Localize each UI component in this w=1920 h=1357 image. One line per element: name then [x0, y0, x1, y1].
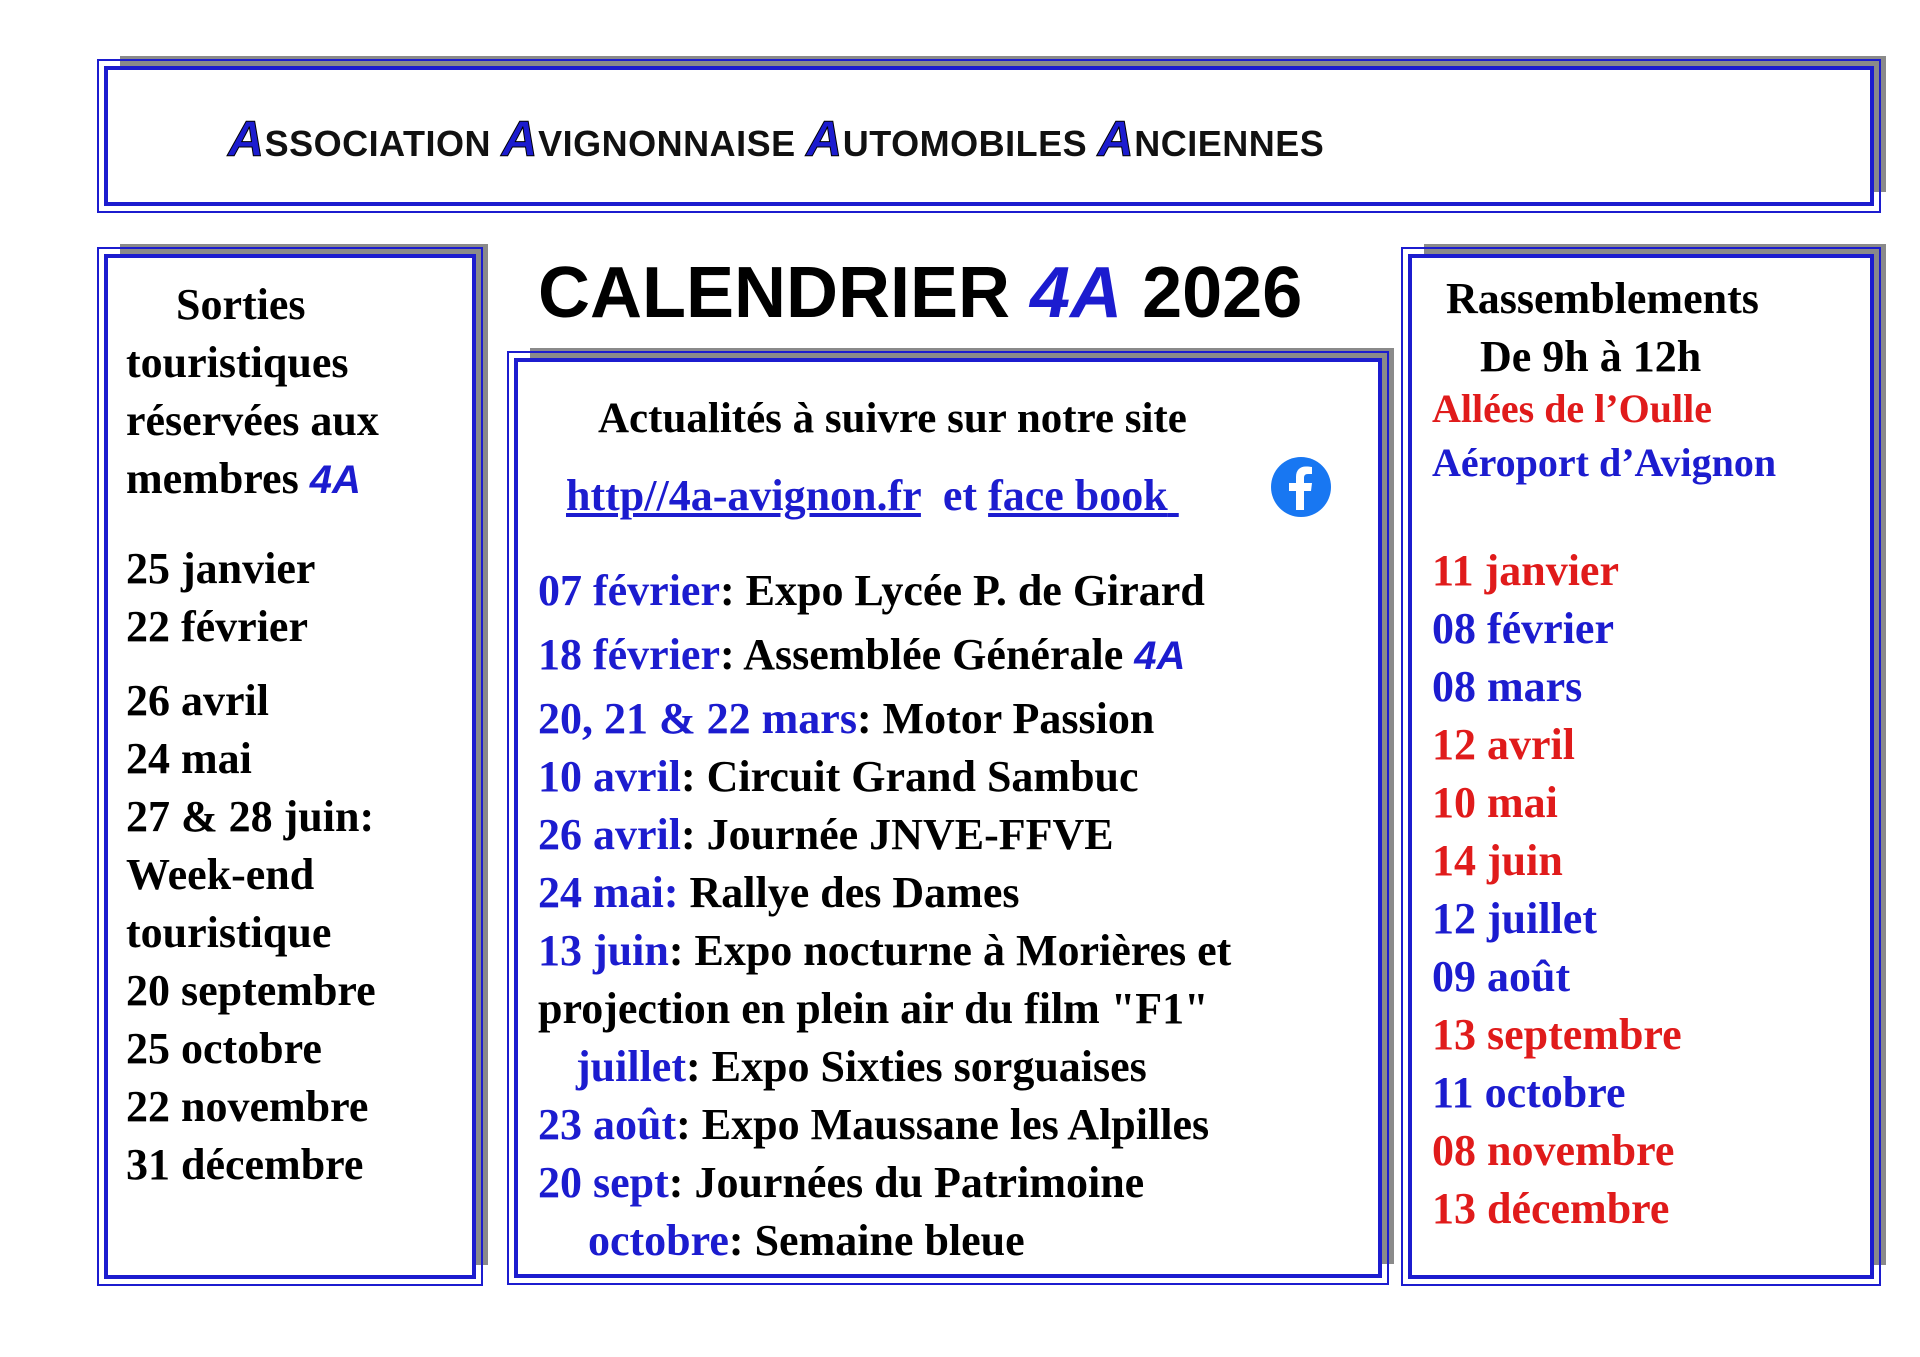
facebook-icon[interactable]	[1270, 456, 1332, 518]
gathering-date: 12 juillet	[1432, 894, 1597, 943]
outing-dates-group-1	[126, 540, 315, 656]
event-row: 10 avril: Circuit Grand Sambuc	[538, 752, 1139, 801]
outing-date: 25 octobre	[126, 1024, 322, 1073]
gathering-places	[1432, 382, 1776, 490]
outing-date: 27 & 28 juin:	[126, 792, 375, 841]
event-row: 23 août: Expo Maussane les Alpilles	[538, 1100, 1210, 1149]
links-line	[566, 470, 1179, 521]
brand-4a: 4A	[1030, 253, 1123, 333]
title-word-4: ANCIENNES	[1097, 111, 1325, 167]
news-heading: Actualités à suivre sur notre site	[598, 395, 1187, 442]
news-events-panel	[514, 358, 1382, 1278]
outings-intro-line: membres 4A	[126, 454, 361, 503]
gathering-date: 08 février	[1432, 604, 1614, 653]
event-row: 18 février: Assemblée Générale 4A	[538, 630, 1186, 679]
event-row: 24 mai: Rallye des Dames	[538, 868, 1020, 917]
facebook-link[interactable]: face book	[988, 471, 1168, 520]
event-row: octobre: Semaine bleue	[588, 1216, 1025, 1265]
outing-date: Week-end	[126, 850, 315, 899]
gathering-date: 08 mars	[1432, 662, 1583, 711]
title-word-3: AUTOMOBILES	[806, 111, 1088, 167]
brand-4a: 4A	[309, 458, 361, 502]
gathering-dates	[1432, 542, 1682, 1238]
association-header	[104, 66, 1874, 206]
gatherings-panel	[1408, 254, 1874, 1279]
event-row: 26 avril: Journée JNVE-FFVE	[538, 810, 1114, 859]
outing-date: 31 décembre	[126, 1140, 364, 1189]
events-list	[538, 562, 1231, 1270]
gathering-date: 11 janvier	[1432, 546, 1619, 595]
gathering-date: 11 octobre	[1432, 1068, 1626, 1117]
outing-date: 26 avril	[126, 676, 269, 725]
title-word-2: AVIGNONNAISE	[501, 111, 796, 167]
event-row: 20, 21 & 22 mars: Motor Passion	[538, 694, 1155, 743]
gathering-date: 10 mai	[1432, 778, 1558, 827]
outings-intro	[126, 276, 466, 509]
association-title	[228, 110, 1324, 168]
outing-dates-group-2	[126, 672, 376, 1194]
gathering-date: 13 septembre	[1432, 1010, 1682, 1059]
website-link[interactable]: http//4a-avignon.fr	[566, 471, 921, 520]
outing-date: 25 janvier	[126, 544, 316, 593]
outing-date: 24 mai	[126, 734, 252, 783]
event-row: 13 juin: Expo nocturne à Morières et	[538, 926, 1232, 975]
outings-intro-line: touristiques	[126, 338, 349, 387]
gatherings-heading: Rassemblements De 9h à 12h	[1446, 274, 1759, 381]
event-row: juillet: Expo Sixties sorguaises	[576, 1042, 1147, 1091]
touring-outings-panel	[104, 254, 476, 1279]
gathering-date: 13 décembre	[1432, 1184, 1670, 1233]
outing-date: touristique	[126, 908, 332, 957]
outings-intro-line: réservées aux	[126, 396, 379, 445]
place-aeroport: Aéroport d’Avignon	[1432, 440, 1777, 485]
event-row-continuation: projection en plein air du film "F1"	[538, 984, 1209, 1033]
gathering-date: 12 avril	[1432, 720, 1575, 769]
place-allees: Allées de l’Oulle	[1432, 386, 1712, 431]
outing-date: 22 novembre	[126, 1082, 369, 1131]
event-row: 07 février: Expo Lycée P. de Girard	[538, 566, 1205, 615]
gathering-date: 14 juin	[1432, 836, 1563, 885]
gathering-date: 09 août	[1432, 952, 1571, 1001]
brand-4a: 4A	[1134, 634, 1186, 678]
facebook-link-trail[interactable]	[1168, 471, 1179, 520]
outings-intro-line: Sorties	[176, 280, 306, 329]
outing-date: 22 février	[126, 602, 308, 651]
outing-date: 20 septembre	[126, 966, 376, 1015]
calendar-title: CALENDRIER 4A 2026	[538, 253, 1303, 333]
and-text: et	[942, 471, 978, 520]
gathering-date: 08 novembre	[1432, 1126, 1675, 1175]
event-row: 20 sept: Journées du Patrimoine	[538, 1158, 1145, 1207]
title-word-1: ASSOCIATION	[228, 111, 491, 167]
